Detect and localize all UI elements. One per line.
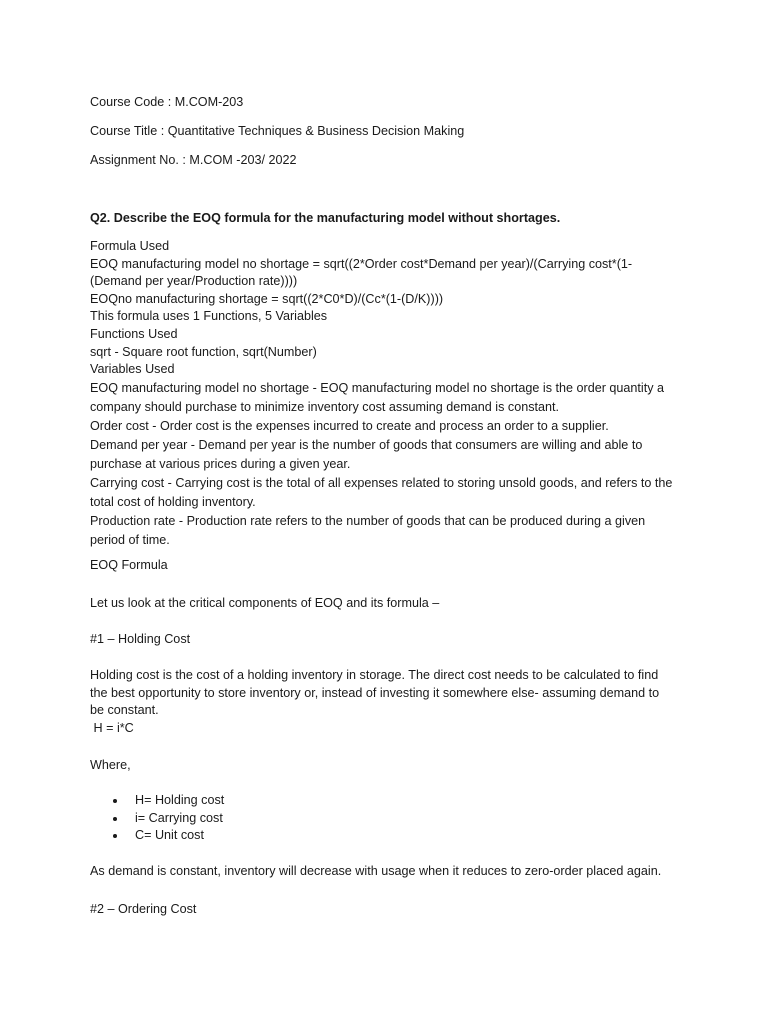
eoq-formula-heading: EOQ Formula: [90, 558, 168, 572]
formula-line: total cost of holding inventory.: [90, 494, 256, 509]
paragraph-line: the best opportunity to store inventory or, instead of investing it somewhere else- assuming demand to: [90, 685, 660, 700]
variable-list: [108, 792, 224, 845]
question-heading: Q2. Describe the EOQ formula for the manufacturing model without shortages.: [90, 211, 561, 225]
formula-line: Production rate - Production rate refers to the number of goods that can be produced during a given: [90, 513, 646, 528]
formula-line: EOQ manufacturing model no shortage - EOQ manufacturing model no shortage is the order quantity a: [90, 380, 665, 395]
formula-line: This formula uses 1 Functions, 5 Variables: [90, 309, 328, 324]
paragraph-line: be constant.: [90, 703, 159, 718]
formula-line: (Demand per year/Production rate)))): [90, 274, 298, 289]
holding-cost-heading: #1 – Holding Cost: [90, 632, 191, 646]
paragraph-line: Holding cost is the cost of a holding inventory in storage. The direct cost needs to be calculated to find: [90, 668, 659, 682]
list-item: C= Unit cost: [108, 827, 224, 845]
demand-note: As demand is constant, inventory will decrease with usage when it reduces to zero-order placed again.: [90, 864, 662, 878]
formula-line: Carrying cost - Carrying cost is the total of all expenses related to storing unsold goods, and refers to the: [90, 475, 673, 490]
holding-cost-formula: H = i*C: [90, 720, 134, 735]
formula-line: EOQ manufacturing model no shortage = sqrt((2*Order cost*Demand per year)/(Carrying cost*(1-: [90, 256, 633, 271]
intro-text: Let us look at the critical components of EOQ and its formula –: [90, 596, 440, 610]
formula-block: [90, 238, 690, 550]
formula-line: Variables Used: [90, 362, 175, 377]
where-label: Where,: [90, 758, 131, 772]
list-item: i= Carrying cost: [108, 810, 224, 828]
list-item: H= Holding cost: [108, 792, 224, 810]
holding-cost-paragraph: [90, 667, 690, 737]
formula-line: Order cost - Order cost is the expenses incurred to create and process an order to a supplier.: [90, 418, 609, 433]
formula-line: purchase at various prices during a given year.: [90, 456, 351, 471]
ordering-cost-heading: #2 – Ordering Cost: [90, 902, 197, 916]
formula-line: Demand per year - Demand per year is the number of goods that consumers are willing and able to: [90, 437, 643, 452]
course-code: Course Code : M.COM-203: [90, 95, 244, 109]
formula-line: Functions Used: [90, 326, 178, 341]
formula-line: Formula Used: [90, 239, 170, 253]
assignment-number: Assignment No. : M.COM -203/ 2022: [90, 153, 297, 167]
formula-line: EOQno manufacturing shortage = sqrt((2*C0*D)/(Cc*(1-(D/K)))): [90, 291, 444, 306]
formula-line: sqrt - Square root function, sqrt(Number): [90, 344, 317, 359]
formula-line: company should purchase to minimize inventory cost assuming demand is constant.: [90, 399, 560, 414]
formula-line: period of time.: [90, 532, 170, 547]
course-title: Course Title : Quantitative Techniques & Business Decision Making: [90, 124, 465, 138]
